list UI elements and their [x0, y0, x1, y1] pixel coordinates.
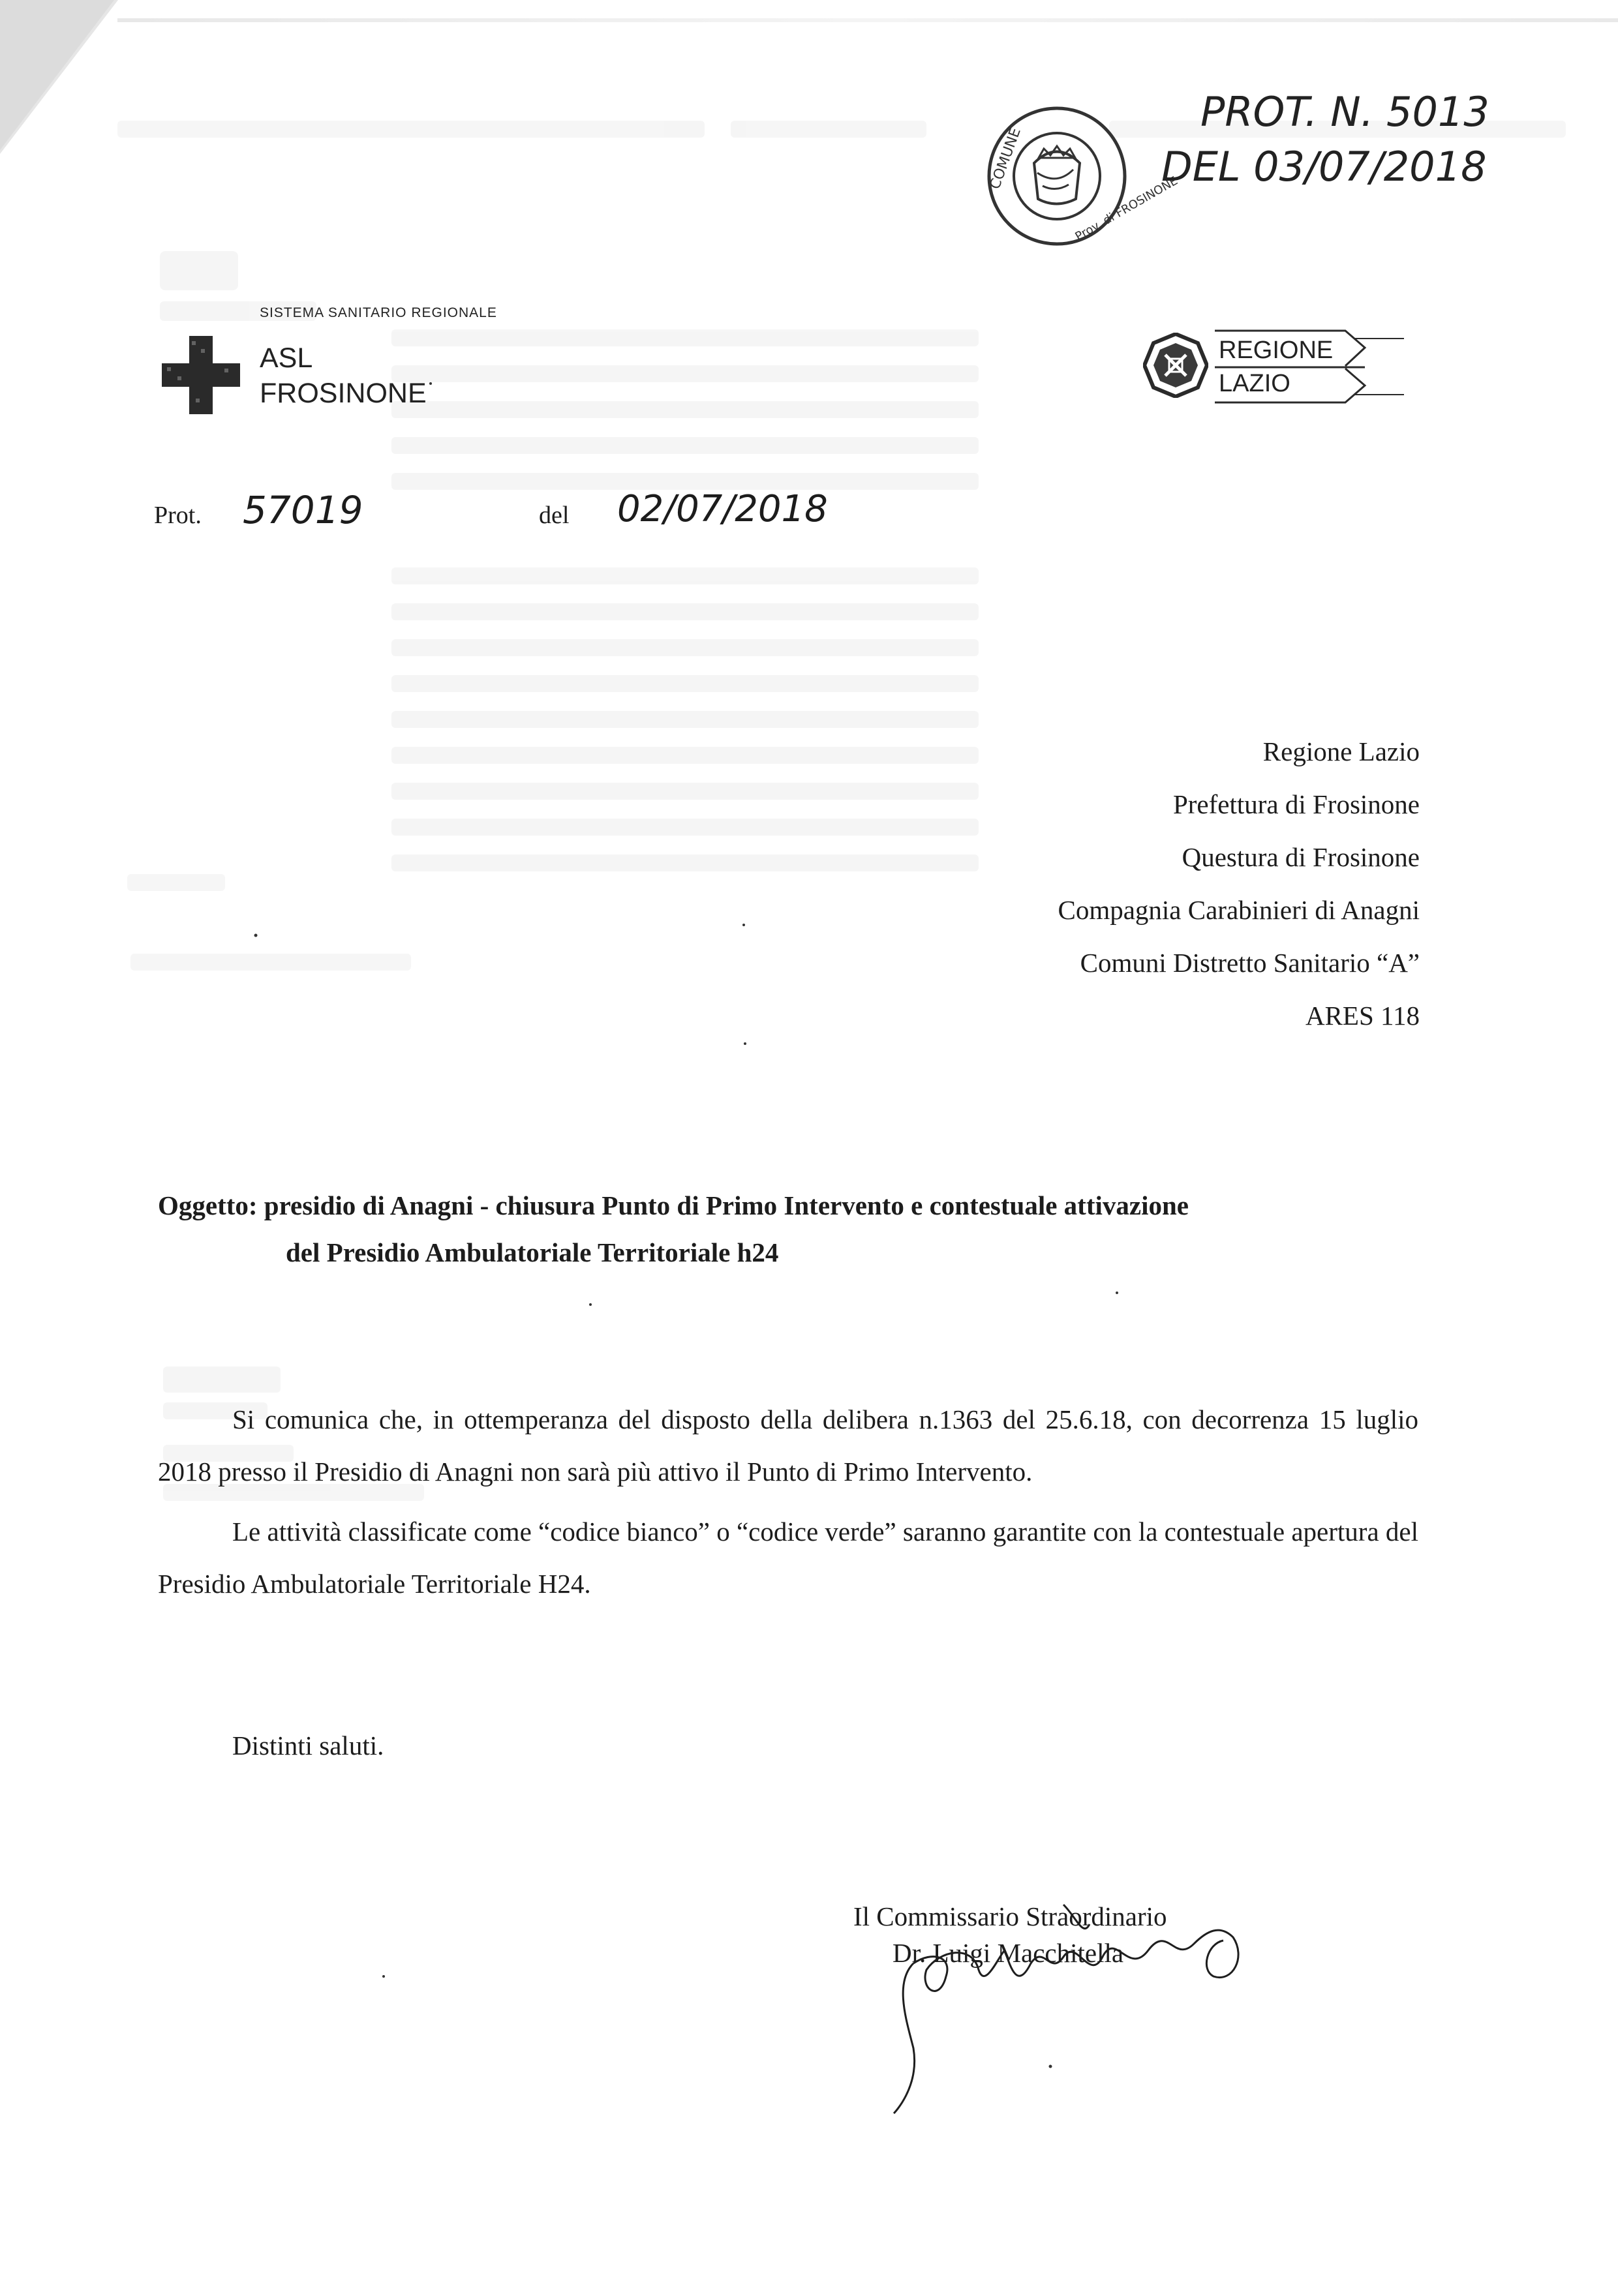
recipient: ARES 118 [1305, 1001, 1420, 1031]
subject-line2: del Presidio Ambulatoriale Territoriale h24 [286, 1237, 779, 1267]
asl-name [260, 340, 427, 411]
letter-body [158, 1393, 1418, 1618]
regione-line2: LAZIO [1219, 370, 1290, 397]
stamp-line1: PROT. N. 5013 [1200, 88, 1489, 136]
recipient: Comuni Distretto Sanitario “A” [1080, 948, 1420, 978]
svg-text:Prov. di FROSINONE: Prov. di FROSINONE [1073, 174, 1180, 244]
asl-cross-icon [162, 336, 240, 414]
subject-line1: Oggetto: presidio di Anagni - chiusura Punto di Primo Intervento e contestuale attivazione [158, 1190, 1189, 1220]
sistema-sanitario-label: SISTEMA SANITARIO REGIONALE [260, 305, 497, 320]
svg-text:COMUNE: COMUNE [986, 125, 1024, 192]
recipient: Regione Lazio [1262, 736, 1420, 766]
regione-line1: REGIONE [1219, 337, 1334, 364]
subject [158, 1182, 1424, 1276]
asl-line2: FROSINONE [260, 378, 427, 409]
regione-lazio-name [1219, 334, 1333, 400]
stamp-protocol-handwriting [1161, 85, 1489, 194]
body-paragraph-2: Le attività classificate come “codice bianco” o “codice verde” saranno garantite con la contestuale apertura del Presidio Ambulatoriale Territoriale H24. [158, 1517, 1418, 1599]
body-paragraph-1: Si comunica che, in ottemperanza del disposto della delibera n.1363 del 25.6.18, con decorrenza 15 luglio 2018 presso il Presidio di Anagni non sarà più attivo il Punto di Primo Intervento. [158, 1404, 1418, 1487]
handwritten-signature [868, 1879, 1272, 2126]
regione-lazio-emblem-icon [1143, 333, 1208, 398]
recipient: Compagnia Carabinieri di Anagni [1058, 895, 1420, 925]
protocol-date: 02/07/2018 [617, 488, 828, 530]
signatory-title: Il Commissario Straordinario [853, 1901, 1167, 1931]
del-label: del [539, 502, 570, 529]
closing: Distinti saluti. [232, 1730, 384, 1760]
recipients-list [1058, 725, 1420, 1042]
signatory-name: Dr. Luigi Macchitella [893, 1938, 1124, 1968]
recipient: Questura di Frosinone [1182, 842, 1420, 872]
prot-label: Prot. [154, 502, 202, 529]
prot-number: 57019 [243, 488, 363, 532]
recipient: Prefettura di Frosinone [1172, 789, 1420, 819]
stamp-line2: DEL 03/07/2018 [1161, 143, 1487, 190]
asl-line1: ASL [260, 342, 313, 374]
